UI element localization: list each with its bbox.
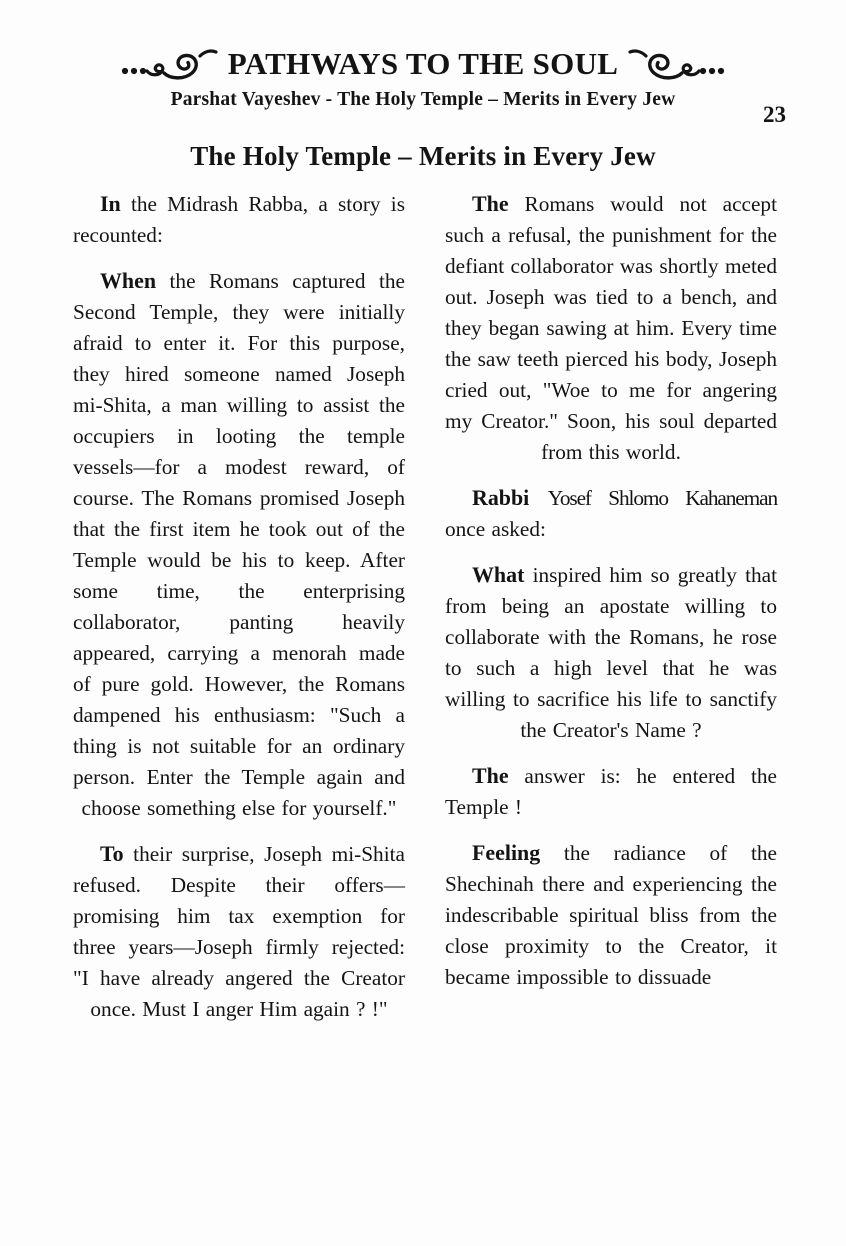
book-page: [0, 46, 846, 1246]
header-line: [0, 46, 846, 82]
running-head: Parshat Vayeshev - The Holy Temple – Merits in Every Jew: [170, 89, 676, 110]
scroll-flourish-left-icon: [120, 47, 220, 81]
paragraph-lead-word: Rabbi: [472, 485, 530, 510]
paragraph-lead-word: The: [472, 191, 509, 216]
right-column: [445, 188, 777, 1039]
paragraph-lead-word: In: [100, 191, 121, 216]
scroll-flourish-right-icon: [626, 47, 726, 81]
paragraph-lead-word: To: [100, 841, 124, 866]
paragraph: When the Romans captured the Second Temple, they were initially afraid to enter it. For this purpose, they hired someone named Joseph mi-Shita, a man willing to assist the occupiers in looting the temple vessels—for a modest reward, of course. The Romans promised Joseph that the first item he took out of the Temple would be his to keep. After some time, the enterprising collaborator, panting heavily appeared, carrying a menorah made of pure gold. However, the Romans dampened his enthusiasm: "Such a thing is not suitable for an ordinary person. Enter the Temple again and choose something else for yourself.": [73, 268, 405, 820]
page-number: 23: [763, 102, 786, 127]
page-header: [0, 46, 846, 127]
paragraph: The Romans would not accept such a refusal, the punishment for the defiant collaborator was shortly meted out. Joseph was tied to a bench, and they began sawing at him. Every time the saw teeth pierced his body, Joseph cried out, "Woe to me for angering my Creator." Soon, his soul departed from this world.: [445, 191, 777, 464]
left-column: [73, 188, 405, 1039]
paragraph: To their surprise, Joseph mi-Shita refused. Despite their offers—promising him tax exemption for three years—Joseph firmly rejected: "I have already angered the Creator once. Must I anger Him again ? !": [73, 841, 405, 1021]
paragraph-lead-word: The: [472, 763, 509, 788]
paragraph-lead-word: What: [472, 562, 525, 587]
paragraph: In the Midrash Rabba, a story is recounted:: [73, 191, 405, 247]
condensed-name: Yosef Shlomo Kahaneman: [547, 486, 777, 510]
paragraph-lead-word: When: [100, 268, 157, 293]
paragraph-lead-word: Feeling: [472, 840, 541, 865]
chapter-title: The Holy Temple – Merits in Every Jew: [190, 141, 656, 171]
paragraph: What inspired him so greatly that from being an apostate willing to collaborate with the Romans, he rose to such a high level that he was willing to sacrifice his life to sanctify the Creator's Name ?: [445, 562, 778, 742]
paragraph: Feeling the radiance of the Shechinah there and experiencing the indescribable spiritual bliss from the close proximity to the Creator, it became impossible to dissuade: [445, 840, 777, 989]
paragraph: The answer is: he entered the Temple !: [445, 763, 778, 819]
two-column-body: [0, 172, 846, 1039]
book-title: PATHWAYS TO THE SOUL: [227, 46, 619, 81]
paragraph: Rabbi Yosef Shlomo Kahaneman once asked:: [445, 485, 777, 541]
